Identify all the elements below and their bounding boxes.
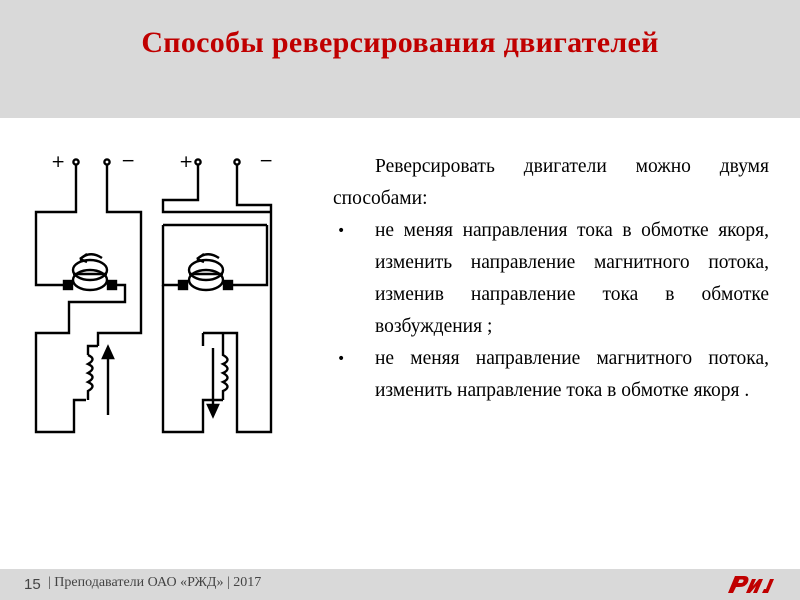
right-circuit xyxy=(163,151,273,432)
description-text xyxy=(333,151,769,407)
left-plus-wire xyxy=(36,165,76,285)
bullet-icon: • xyxy=(337,351,346,367)
left-minus-wire xyxy=(98,165,141,346)
rzd-logo xyxy=(724,573,774,595)
intro-paragraph: Реверсировать двигатели можно двумя способами: xyxy=(333,156,769,209)
right-plus-terminal xyxy=(195,159,200,164)
left-brush-left xyxy=(64,281,72,289)
list-item xyxy=(333,215,769,343)
left-minus-terminal xyxy=(104,159,109,164)
list-item xyxy=(333,343,769,407)
methods-list xyxy=(333,215,769,407)
footer-caption: | Преподаватели ОАО «РЖД» | 2017 xyxy=(48,575,262,590)
left-minus-symbol: − xyxy=(121,151,136,171)
right-minus-terminal xyxy=(234,159,239,164)
left-field-winding xyxy=(88,346,98,400)
left-brush-right xyxy=(108,281,116,289)
bullet-icon: • xyxy=(337,223,346,239)
list-item-text: не меняя направления тока в обмотке якоря, изменить направление магнитного потока, изменив направление тока в обмотке возбуждения ; xyxy=(375,220,769,337)
right-minus-symbol: − xyxy=(259,151,274,171)
right-brush-right xyxy=(224,281,232,289)
right-field-winding xyxy=(163,285,228,432)
left-plus-symbol: + xyxy=(51,152,66,172)
slide-title: Способы реверсирования двигателей xyxy=(141,26,659,59)
left-plus-terminal xyxy=(73,159,78,164)
page-number: 15 xyxy=(24,576,41,593)
right-plus-symbol: + xyxy=(179,152,194,172)
right-armature-wire xyxy=(232,225,267,285)
circuit-diagram xyxy=(28,150,310,440)
right-brush-left xyxy=(179,281,187,289)
list-item-text: не меняя направление магнитного потока, изменить направление тока в обмотке якоря . xyxy=(375,348,769,401)
left-circuit xyxy=(36,151,141,432)
